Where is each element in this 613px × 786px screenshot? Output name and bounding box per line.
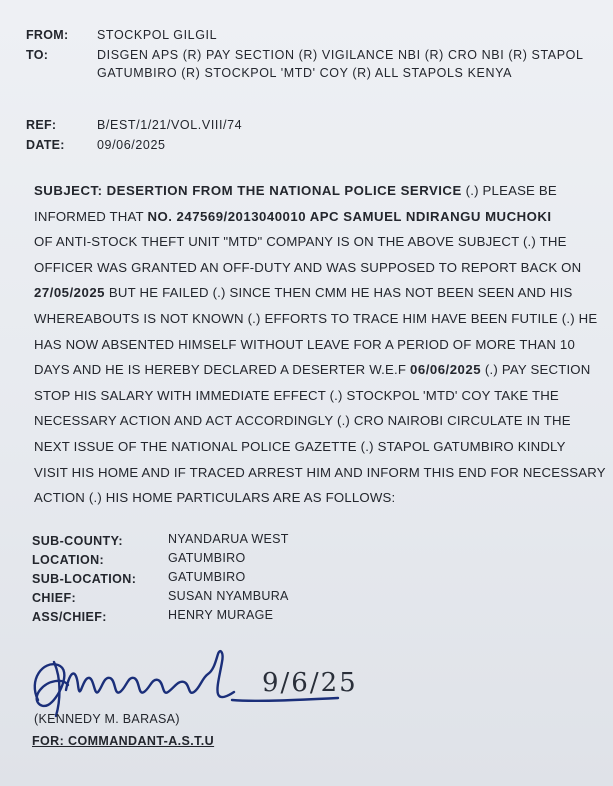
to-label: TO: [26, 48, 49, 62]
body-line: OFFICER WAS GRANTED AN OFF-DUTY AND WAS SUPPOSED TO REPORT BACK ON [34, 259, 582, 275]
body-line [34, 204, 594, 230]
body-line [34, 357, 594, 383]
for-commandant-line: FOR: COMMANDANT-A.S.T.U [32, 734, 215, 748]
particular-label-location: LOCATION: [32, 553, 105, 567]
particular-value-location: GATUMBIRO [168, 551, 246, 565]
to-line-2: GATUMBIRO (R) STOCKPOL 'MTD' COY (R) ALL STAPOLS KENYA [97, 66, 513, 80]
body-line: HAS NOW ABSENTED HIMSELF WITHOUT LEAVE FOR A PERIOD OF MORE THAN 10 [34, 336, 575, 352]
ref-label: REF: [26, 118, 57, 132]
signatory-name: (KENNEDY M. BARASA) [34, 712, 180, 726]
particular-label-chief: CHIEF: [32, 591, 77, 605]
handwritten-date: 9/6/25 [262, 668, 358, 698]
report-date: 27/05/2025 [34, 285, 106, 301]
body-line: VISIT HIS HOME AND IF TRACED ARREST HIM AND INFORM THIS END FOR NECESSARY [34, 464, 606, 480]
officer-identity: NO. 247569/2013040010 APC SAMUEL NDIRANGU MUCHOKI [147, 208, 552, 224]
body-line: NECESSARY ACTION AND ACT ACCORDINGLY (.) CRO NAIROBI CIRCULATE IN THE [34, 413, 571, 429]
message-body [34, 178, 606, 511]
particular-value-chief: SUSAN NYAMBURA [168, 589, 289, 603]
particular-label-sub-county: SUB-COUNTY: [32, 534, 123, 548]
from-value: STOCKPOL GILGIL [97, 28, 218, 42]
particular-value-sub-location: GATUMBIRO [168, 570, 246, 584]
particular-value-ass-chief: HENRY MURAGE [168, 608, 274, 622]
particular-value-sub-county: NYANDARUA WEST [168, 532, 289, 546]
body-line: STOP HIS SALARY WITH IMMEDIATE EFFECT (.) STOCKPOL 'MTD' COY TAKE THE [34, 387, 559, 403]
body-line: ACTION (.) HIS HOME PARTICULARS ARE AS FOLLOWS: [34, 490, 396, 506]
body-line: OF ANTI-STOCK THEFT UNIT "MTD" COMPANY IS ON THE ABOVE SUBJECT (.) THE [34, 234, 567, 250]
body-text: DAYS AND HE IS HEREBY DECLARED A DESERTER W.E.F [34, 362, 411, 378]
body-line [34, 280, 594, 306]
date-value: 09/06/2025 [97, 138, 166, 152]
date-label: DATE: [26, 138, 65, 152]
desertion-date: 06/06/2025 [410, 362, 482, 378]
body-text: (.) PAY SECTION [481, 362, 591, 378]
body-line: WHEREABOUTS IS NOT KNOWN (.) EFFORTS TO TRACE HIM HAVE BEEN FUTILE (.) HE [34, 310, 598, 326]
from-label: FROM: [26, 28, 69, 42]
ref-value: B/EST/1/21/VOL.VIII/74 [97, 118, 243, 132]
particular-label-sub-location: SUB-LOCATION: [32, 572, 137, 586]
body-text: BUT HE FAILED (.) SINCE THEN CMM HE HAS NOT BEEN SEEN AND HIS [105, 285, 573, 301]
to-line-1: DISGEN APS (R) PAY SECTION (R) VIGILANCE NBI (R) CRO NBI (R) STAPOL [97, 48, 584, 62]
body-line [34, 178, 594, 204]
subject-heading: SUBJECT: DESERTION FROM THE NATIONAL POLICE SERVICE [34, 183, 462, 198]
body-text: (.) PLEASE BE [461, 183, 557, 198]
particular-label-ass-chief: ASS/CHIEF: [32, 610, 107, 624]
body-text: INFORMED THAT [34, 208, 148, 224]
body-line: NEXT ISSUE OF THE NATIONAL POLICE GAZETTE (.) STAPOL GATUMBIRO KINDLY [34, 438, 566, 454]
